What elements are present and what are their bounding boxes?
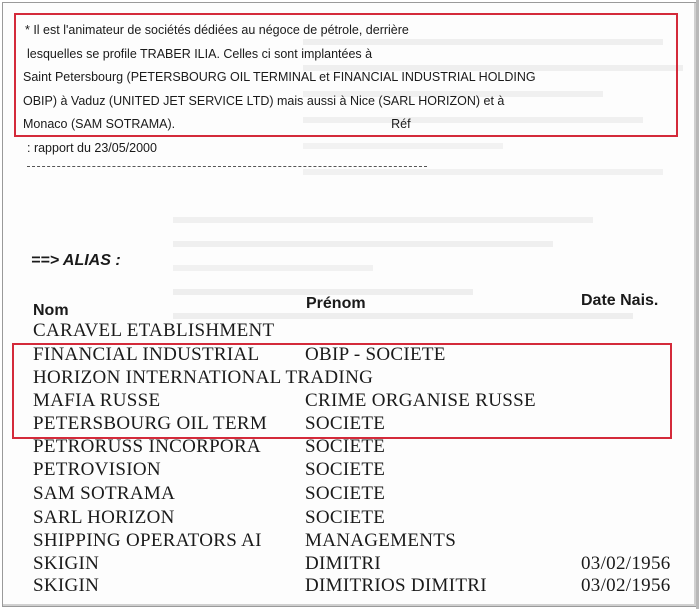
table-row [3, 530, 696, 553]
row-first-name: MANAGEMENTS [305, 530, 457, 551]
table-row [3, 483, 696, 506]
column-header-first-name: Prénom [306, 295, 366, 312]
row-name: SKIGIN [33, 553, 100, 574]
row-first-name: SOCIETE [305, 507, 386, 528]
row-first-name: DIMITRIOS DIMITRI [305, 575, 487, 596]
column-header-name: Nom [33, 302, 69, 319]
ref-label: Réf [391, 117, 411, 131]
document-page [2, 2, 697, 607]
row-name: PETRORUSS INCORPORA [33, 436, 261, 457]
note-line: OBIP) à Vaduz (UNITED JET SERVICE LTD) mais aussi à Nice (SARL HORIZON) et à [23, 93, 505, 108]
note-line: Monaco (SAM SOTRAMA). [23, 117, 176, 131]
row-name: FINANCIAL INDUSTRIAL [33, 344, 260, 365]
row-name: PETROVISION [33, 459, 161, 480]
row-first-name: SOCIETE [305, 436, 386, 457]
table-row [3, 436, 696, 459]
note-line: lesquelles se profile TRABER ILIA. Celles ci sont implantées à [27, 46, 373, 61]
row-first-name: SOCIETE [305, 483, 386, 504]
table-row [3, 553, 696, 576]
column-header-birth-date: Date Nais. [581, 292, 659, 309]
row-name: HORIZON INTERNATIONAL TRADING [33, 367, 374, 388]
row-birth-date: 03/02/1956 [581, 553, 671, 574]
table-row [3, 459, 696, 482]
note-line: Saint Petersbourg (PETERSBOURG OIL TERMINAL et FINANCIAL INDUSTRIAL HOLDING [23, 70, 536, 84]
row-first-name: SOCIETE [305, 413, 386, 434]
row-name: CARAVEL ETABLISHMENT [33, 320, 275, 341]
table-row [3, 320, 696, 343]
row-birth-date: 03/02/1956 [581, 575, 671, 596]
row-name: SHIPPING OPERATORS AI [33, 530, 262, 551]
note-line: * Il est l'animateur de sociétés dédiées au négoce de pétrole, derrière [25, 23, 409, 37]
alias-heading: ==> ALIAS : [31, 252, 121, 269]
row-first-name: DIMITRI [305, 553, 381, 574]
report-line: : rapport du 23/05/2000 [27, 141, 157, 155]
table-row [3, 507, 696, 530]
row-first-name: SOCIETE [305, 459, 386, 480]
row-name: SARL HORIZON [33, 507, 175, 528]
row-name: MAFIA RUSSE [33, 390, 161, 411]
row-first-name: CRIME ORGANISE RUSSE [305, 390, 536, 411]
row-first-name: OBIP - SOCIETE [305, 344, 446, 365]
row-name: PETERSBOURG OIL TERM [33, 413, 268, 434]
table-row [3, 575, 696, 598]
row-name: SAM SOTRAMA [33, 483, 176, 504]
row-name: SKIGIN [33, 575, 100, 596]
alias-table [3, 3, 696, 606]
alias-highlight-box [12, 343, 672, 439]
